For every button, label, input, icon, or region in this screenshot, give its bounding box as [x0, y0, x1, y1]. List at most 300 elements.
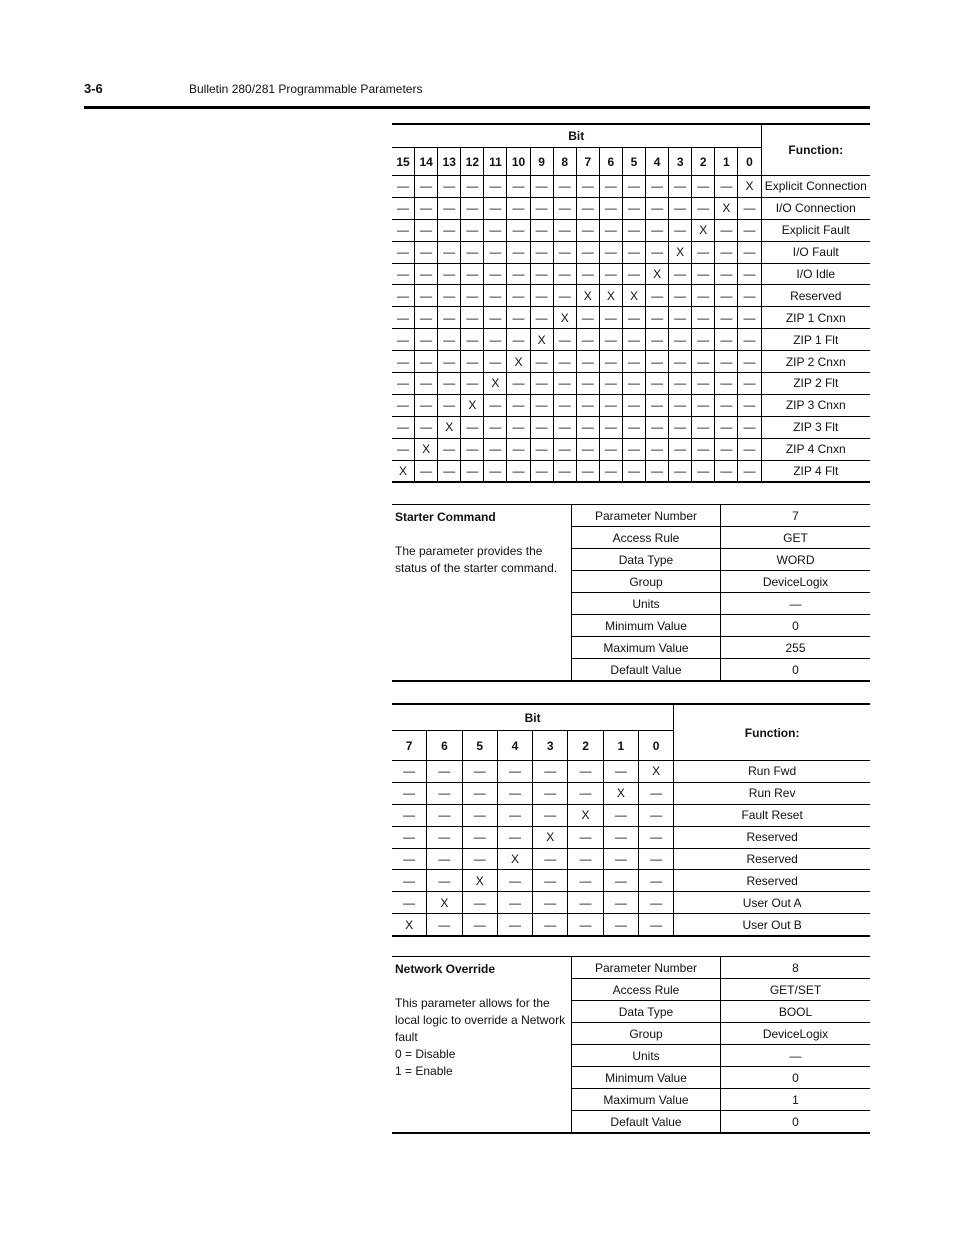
bit-cell: —: [530, 285, 553, 307]
bit-cell: —: [646, 197, 669, 219]
bit-cell: —: [461, 438, 484, 460]
bit-cell: —: [568, 914, 603, 936]
bit-cell: —: [599, 460, 622, 482]
bit-cell: —: [497, 892, 532, 914]
bit-cell: —: [738, 351, 761, 373]
bit-cell: —: [484, 285, 507, 307]
bit-table-starter-command: [392, 703, 870, 937]
bit-cell: —: [669, 219, 692, 241]
bit-cell: —: [484, 351, 507, 373]
bit-cell: X: [427, 892, 462, 914]
bit-cell: —: [669, 307, 692, 329]
attribute-name: Units: [572, 593, 721, 615]
bit-cell: —: [507, 329, 530, 351]
bit-cell: —: [738, 416, 761, 438]
function-cell: ZIP 3 Flt: [761, 416, 870, 438]
bit-cell: —: [553, 394, 576, 416]
table-row: [392, 241, 870, 263]
attribute-value: —: [721, 1045, 871, 1067]
bit-cell: —: [533, 782, 568, 804]
bit-cell: —: [568, 826, 603, 848]
attribute-value: GET/SET: [721, 979, 871, 1001]
function-cell: Explicit Connection: [761, 176, 870, 198]
attribute-value: DeviceLogix: [721, 571, 871, 593]
bit-cell: —: [427, 782, 462, 804]
bit-cell: —: [622, 241, 645, 263]
bit-cell: —: [692, 176, 715, 198]
bit-cell: X: [530, 329, 553, 351]
bit-cell: —: [497, 914, 532, 936]
table-row: [392, 782, 870, 804]
bit-cell: —: [568, 892, 603, 914]
bit-cell: —: [553, 241, 576, 263]
attribute-value: 0: [721, 1067, 871, 1089]
bit-cell: —: [669, 329, 692, 351]
bit-header: Bit: [392, 704, 674, 731]
bit-cell: —: [715, 351, 738, 373]
bit-cell: —: [427, 914, 462, 936]
table-row: [392, 263, 870, 285]
attribute-value: 0: [721, 659, 871, 682]
bit-cell: —: [646, 176, 669, 198]
bit-number: 1: [603, 731, 638, 761]
header-row: [392, 704, 870, 731]
bit-cell: —: [646, 329, 669, 351]
bit-cell: —: [599, 416, 622, 438]
description-line: 0 = Disable: [395, 1047, 456, 1061]
bit-number: 9: [530, 148, 553, 176]
bit-cell: —: [533, 761, 568, 783]
bit-cell: —: [692, 307, 715, 329]
bit-cell: —: [715, 329, 738, 351]
bit-cell: X: [462, 870, 497, 892]
bit-cell: —: [461, 307, 484, 329]
bit-cell: —: [553, 197, 576, 219]
bit-cell: —: [461, 460, 484, 482]
description-line: local logic to override a Network: [395, 1013, 566, 1027]
function-cell: ZIP 1 Cnxn: [761, 307, 870, 329]
bit-cell: —: [438, 394, 461, 416]
bit-cell: —: [462, 826, 497, 848]
bit-cell: —: [507, 438, 530, 460]
attribute-name: Access Rule: [572, 527, 721, 549]
bit-cell: —: [392, 870, 427, 892]
bit-cell: —: [738, 373, 761, 395]
bit-cell: —: [507, 263, 530, 285]
bit-cell: —: [392, 285, 415, 307]
bit-cell: —: [576, 241, 599, 263]
bit-cell: —: [438, 263, 461, 285]
bit-cell: —: [553, 416, 576, 438]
bit-cell: —: [507, 307, 530, 329]
bit-cell: —: [576, 329, 599, 351]
bit-cell: —: [576, 307, 599, 329]
table-row: [392, 307, 870, 329]
bit-number: 4: [497, 731, 532, 761]
bit-number: 6: [599, 148, 622, 176]
bit-cell: —: [646, 416, 669, 438]
table-row: [392, 848, 870, 870]
bit-cell: —: [692, 197, 715, 219]
bit-cell: —: [427, 826, 462, 848]
table-row: [392, 804, 870, 826]
bit-number: 2: [568, 731, 603, 761]
bit-cell: —: [738, 329, 761, 351]
table-row: [392, 870, 870, 892]
bit-cell: —: [638, 826, 673, 848]
description-line: 1 = Enable: [395, 1064, 453, 1078]
bit-cell: —: [603, 914, 638, 936]
bit-cell: —: [533, 892, 568, 914]
bit-cell: —: [646, 241, 669, 263]
bit-cell: —: [438, 351, 461, 373]
function-cell: User Out A: [674, 892, 870, 914]
bit-cell: —: [576, 416, 599, 438]
description-line: status of the starter command.: [395, 561, 558, 575]
bit-cell: —: [568, 761, 603, 783]
bit-cell: —: [427, 761, 462, 783]
attribute-name: Data Type: [572, 1001, 721, 1023]
function-cell: ZIP 4 Flt: [761, 460, 870, 482]
bit-cell: —: [392, 373, 415, 395]
bit-cell: —: [392, 892, 427, 914]
attribute-value: GET: [721, 527, 871, 549]
function-header: Function:: [761, 124, 870, 176]
bit-cell: —: [738, 285, 761, 307]
bit-cell: —: [461, 329, 484, 351]
bit-cell: —: [392, 241, 415, 263]
header-row: [392, 124, 870, 148]
bit-cell: X: [622, 285, 645, 307]
bit-table-starter-status: [392, 123, 870, 483]
description-line: This parameter allows for the: [395, 996, 550, 1010]
attribute-value: 0: [721, 1111, 871, 1134]
bit-cell: —: [507, 373, 530, 395]
bit-cell: —: [415, 329, 438, 351]
bit-cell: —: [461, 219, 484, 241]
table-row: [392, 761, 870, 783]
bit-cell: —: [622, 438, 645, 460]
function-cell: Explicit Fault: [761, 219, 870, 241]
bit-cell: —: [692, 394, 715, 416]
bit-cell: —: [669, 373, 692, 395]
attribute-name: Data Type: [572, 549, 721, 571]
bit-cell: —: [646, 394, 669, 416]
bit-cell: —: [415, 219, 438, 241]
bit-cell: —: [507, 219, 530, 241]
bit-cell: —: [603, 761, 638, 783]
bit-cell: —: [715, 285, 738, 307]
bit-header: Bit: [392, 124, 761, 148]
bit-cell: —: [669, 176, 692, 198]
bit-cell: —: [415, 307, 438, 329]
bit-cell: —: [484, 197, 507, 219]
bit-cell: X: [638, 761, 673, 783]
bit-cell: —: [392, 219, 415, 241]
bit-cell: —: [603, 848, 638, 870]
bit-cell: X: [497, 848, 532, 870]
bit-cell: —: [507, 241, 530, 263]
bit-cell: —: [622, 460, 645, 482]
function-cell: Reserved: [761, 285, 870, 307]
bit-cell: —: [533, 804, 568, 826]
bit-number: 8: [553, 148, 576, 176]
bit-number: 12: [461, 148, 484, 176]
table-row: [392, 285, 870, 307]
bit-number: 2: [692, 148, 715, 176]
bit-number: 11: [484, 148, 507, 176]
bit-cell: —: [738, 219, 761, 241]
bit-cell: —: [415, 176, 438, 198]
attribute-value: 0: [721, 615, 871, 637]
bit-cell: —: [576, 176, 599, 198]
bit-cell: —: [638, 870, 673, 892]
bit-cell: —: [497, 782, 532, 804]
bit-cell: —: [438, 285, 461, 307]
bit-cell: —: [530, 219, 553, 241]
bit-cell: —: [553, 219, 576, 241]
bit-cell: —: [715, 176, 738, 198]
bit-cell: —: [599, 351, 622, 373]
bit-cell: —: [438, 373, 461, 395]
table-row: [392, 416, 870, 438]
parameter-title: Starter Command: [395, 510, 496, 524]
bit-cell: —: [715, 373, 738, 395]
function-cell: Fault Reset: [674, 804, 870, 826]
function-cell: Run Fwd: [674, 761, 870, 783]
bit-cell: —: [427, 870, 462, 892]
bit-cell: —: [599, 219, 622, 241]
bit-cell: —: [553, 373, 576, 395]
bit-cell: —: [638, 914, 673, 936]
bit-cell: —: [392, 197, 415, 219]
bit-cell: —: [553, 285, 576, 307]
bit-cell: —: [638, 892, 673, 914]
bit-cell: —: [484, 263, 507, 285]
bit-cell: —: [392, 848, 427, 870]
bit-cell: —: [669, 416, 692, 438]
bit-cell: —: [415, 241, 438, 263]
bit-cell: —: [553, 263, 576, 285]
bit-cell: —: [530, 197, 553, 219]
bit-cell: —: [415, 351, 438, 373]
function-cell: I/O Fault: [761, 241, 870, 263]
bit-number: 14: [415, 148, 438, 176]
bit-cell: —: [669, 285, 692, 307]
table-row: [392, 394, 870, 416]
bit-cell: —: [692, 438, 715, 460]
bit-cell: —: [497, 870, 532, 892]
attribute-name: Default Value: [572, 1111, 721, 1134]
bit-cell: X: [669, 241, 692, 263]
bit-cell: —: [622, 329, 645, 351]
bit-cell: —: [692, 285, 715, 307]
bit-number: 7: [392, 731, 427, 761]
bit-cell: —: [646, 373, 669, 395]
attribute-name: Group: [572, 1023, 721, 1045]
param-table-network-override: [392, 956, 870, 1134]
bit-number: 13: [438, 148, 461, 176]
attribute-name: Minimum Value: [572, 615, 721, 637]
table-row: [392, 505, 870, 527]
bit-cell: —: [622, 307, 645, 329]
bit-cell: —: [715, 394, 738, 416]
bit-cell: —: [415, 460, 438, 482]
bit-number: 6: [427, 731, 462, 761]
bit-cell: —: [603, 826, 638, 848]
bit-cell: —: [669, 438, 692, 460]
bit-cell: X: [738, 176, 761, 198]
bit-cell: —: [599, 197, 622, 219]
attribute-name: Minimum Value: [572, 1067, 721, 1089]
bit-cell: —: [599, 241, 622, 263]
bit-cell: —: [530, 373, 553, 395]
bit-cell: —: [530, 438, 553, 460]
bit-cell: —: [646, 438, 669, 460]
bit-cell: —: [669, 394, 692, 416]
function-cell: ZIP 2 Cnxn: [761, 351, 870, 373]
bit-cell: —: [462, 848, 497, 870]
function-cell: ZIP 2 Flt: [761, 373, 870, 395]
function-cell: User Out B: [674, 914, 870, 936]
bit-cell: —: [392, 351, 415, 373]
running-title: Bulletin 280/281 Programmable Parameters: [189, 82, 423, 96]
bit-cell: —: [669, 351, 692, 373]
function-cell: Run Rev: [674, 782, 870, 804]
bit-cell: —: [530, 394, 553, 416]
bit-cell: —: [738, 394, 761, 416]
bit-cell: —: [576, 263, 599, 285]
bit-cell: —: [622, 176, 645, 198]
bit-cell: —: [438, 438, 461, 460]
bit-cell: —: [507, 176, 530, 198]
bit-cell: —: [427, 804, 462, 826]
bit-cell: —: [484, 176, 507, 198]
bit-cell: —: [553, 176, 576, 198]
bit-cell: —: [599, 438, 622, 460]
bit-cell: —: [568, 782, 603, 804]
attribute-value: BOOL: [721, 1001, 871, 1023]
bit-cell: —: [603, 870, 638, 892]
bit-cell: —: [484, 438, 507, 460]
table-row: [392, 351, 870, 373]
bit-cell: —: [392, 176, 415, 198]
bit-cell: —: [438, 307, 461, 329]
bit-cell: —: [622, 263, 645, 285]
bit-cell: —: [599, 307, 622, 329]
function-cell: Reserved: [674, 870, 870, 892]
bit-cell: —: [599, 373, 622, 395]
bit-cell: —: [738, 263, 761, 285]
bit-number: 10: [507, 148, 530, 176]
bit-cell: —: [568, 870, 603, 892]
bit-cell: —: [692, 373, 715, 395]
bit-cell: —: [715, 219, 738, 241]
attribute-name: Units: [572, 1045, 721, 1067]
attribute-value: WORD: [721, 549, 871, 571]
bit-cell: —: [530, 351, 553, 373]
bit-cell: —: [427, 848, 462, 870]
bit-cell: —: [646, 307, 669, 329]
attribute-name: Parameter Number: [572, 957, 721, 979]
table-row: [392, 219, 870, 241]
bit-number: 1: [715, 148, 738, 176]
bit-cell: —: [576, 438, 599, 460]
bit-cell: —: [438, 219, 461, 241]
bit-cell: X: [568, 804, 603, 826]
table-row: [392, 460, 870, 482]
bit-cell: —: [533, 870, 568, 892]
bit-cell: —: [530, 416, 553, 438]
bit-cell: —: [692, 241, 715, 263]
table-row: [392, 373, 870, 395]
bit-cell: —: [738, 460, 761, 482]
bit-cell: —: [438, 241, 461, 263]
bit-cell: —: [462, 914, 497, 936]
bit-cell: —: [646, 460, 669, 482]
bit-number: 0: [738, 148, 761, 176]
bit-number: 7: [576, 148, 599, 176]
bit-cell: —: [622, 197, 645, 219]
bit-cell: —: [576, 373, 599, 395]
bit-cell: —: [392, 394, 415, 416]
page-number: 3-6: [84, 81, 103, 96]
bit-cell: —: [461, 416, 484, 438]
bit-cell: X: [603, 782, 638, 804]
bit-cell: —: [484, 241, 507, 263]
bit-number: 15: [392, 148, 415, 176]
function-cell: I/O Idle: [761, 263, 870, 285]
bit-cell: —: [692, 329, 715, 351]
bit-cell: —: [533, 914, 568, 936]
bit-cell: —: [692, 460, 715, 482]
bit-cell: —: [497, 826, 532, 848]
bit-cell: —: [622, 373, 645, 395]
bit-cell: —: [497, 804, 532, 826]
bit-cell: —: [392, 826, 427, 848]
parameter-description: [392, 957, 572, 1134]
bit-cell: —: [692, 351, 715, 373]
function-cell: ZIP 1 Flt: [761, 329, 870, 351]
bit-cell: —: [392, 263, 415, 285]
bit-cell: —: [438, 176, 461, 198]
table-row: [392, 329, 870, 351]
bit-cell: —: [669, 460, 692, 482]
bit-cell: —: [461, 373, 484, 395]
bit-cell: —: [669, 197, 692, 219]
bit-cell: —: [415, 263, 438, 285]
bit-cell: X: [392, 460, 415, 482]
bit-cell: —: [530, 460, 553, 482]
bit-number: 0: [638, 731, 673, 761]
bit-cell: X: [646, 263, 669, 285]
attribute-name: Group: [572, 571, 721, 593]
bit-cell: —: [576, 394, 599, 416]
bit-cell: X: [415, 438, 438, 460]
bit-cell: —: [507, 285, 530, 307]
bit-cell: —: [484, 307, 507, 329]
bit-cell: —: [715, 460, 738, 482]
attribute-value: —: [721, 593, 871, 615]
attribute-name: Maximum Value: [572, 637, 721, 659]
parameter-title: Network Override: [395, 962, 496, 976]
bit-number: 4: [646, 148, 669, 176]
bit-cell: —: [692, 263, 715, 285]
bit-cell: —: [576, 351, 599, 373]
bit-cell: —: [576, 219, 599, 241]
bit-cell: —: [461, 197, 484, 219]
bit-cell: —: [738, 241, 761, 263]
